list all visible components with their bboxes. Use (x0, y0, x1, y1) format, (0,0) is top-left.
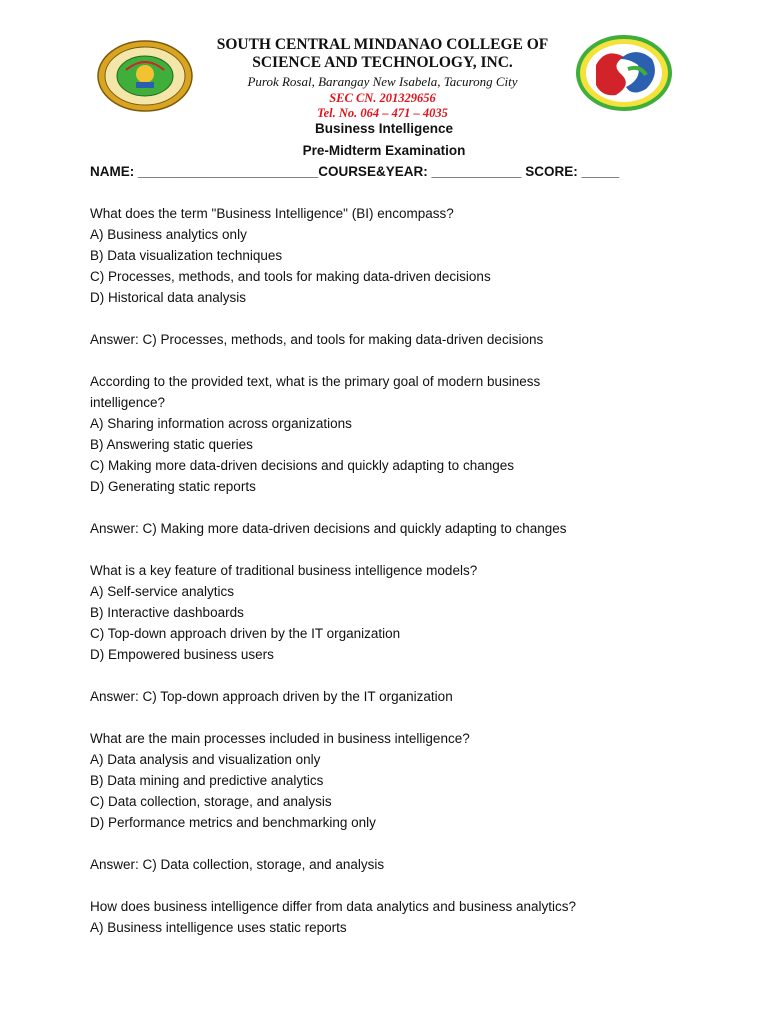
scmcst-logo (576, 35, 672, 111)
choice-b: B) Interactive dashboards (90, 605, 244, 620)
answer-text: Answer: C) Making more data-driven decisions and quickly adapting to changes (90, 521, 567, 536)
choice-d: D) Historical data analysis (90, 290, 247, 305)
choice-a: A) Self-service analytics (90, 584, 235, 599)
student-info-line: NAME: ________________________COURSE&YEAR: ____________ SCORE: _____ (90, 164, 620, 179)
choice-d: D) Empowered business users (90, 647, 274, 662)
choice-a: A) Data analysis and visualization only (90, 752, 321, 767)
choice-c: C) Top-down approach driven by the IT organization (90, 626, 401, 641)
choice-d: D) Generating static reports (90, 479, 256, 494)
sec-number: SEC CN. 201329656 (329, 91, 436, 105)
question-block-3 (90, 560, 710, 707)
choice-a: A) Business analytics only (90, 227, 247, 242)
question-block-2 (90, 371, 710, 539)
choice-a: A) Sharing information across organizations (90, 416, 352, 431)
choice-c: C) Data collection, storage, and analysis (90, 794, 332, 809)
school-name-line2: SCIENCE AND TECHNOLOGY, INC. (252, 54, 513, 71)
question-block-1 (90, 203, 710, 350)
choice-b: B) Data visualization techniques (90, 248, 283, 263)
school-name-line1: SOUTH CENTRAL MINDANAO COLLEGE OF (216, 36, 549, 53)
school-address: Purok Rosal, Barangay New Isabela, Tacurong City (247, 74, 518, 89)
choice-c: C) Processes, methods, and tools for making data-driven decisions (90, 269, 491, 284)
choice-c: C) Making more data-driven decisions and quickly adapting to changes (90, 458, 514, 473)
choice-d: D) Performance metrics and benchmarking only (90, 815, 376, 830)
question-text: What does the term "Business Intelligence" (BI) encompass? (90, 206, 454, 221)
question-text-line2: intelligence? (90, 395, 166, 410)
question-text: What are the main processes included in business intelligence? (90, 731, 470, 746)
choice-a: A) Business intelligence uses static reports (90, 920, 347, 935)
question-text: How does business intelligence differ from data analytics and business analytics? (90, 899, 577, 914)
exam-content (90, 203, 710, 938)
answer-text: Answer: C) Top-down approach driven by the IT organization (90, 689, 453, 704)
question-block-4 (90, 728, 710, 875)
answer-text: Answer: C) Processes, methods, and tools for making data-driven decisions (90, 332, 544, 347)
document-header (0, 0, 768, 190)
choice-b: B) Data mining and predictive analytics (90, 773, 324, 788)
school-name (180, 36, 585, 72)
exam-title: Pre-Midterm Examination (302, 143, 466, 158)
telephone-number: Tel. No. 064 – 471 – 4035 (317, 106, 448, 120)
answer-text: Answer: C) Data collection, storage, and analysis (90, 857, 385, 872)
question-text-line1: According to the provided text, what is the primary goal of modern business (90, 374, 541, 389)
subject-title: Business Intelligence (314, 121, 454, 136)
question-block-5 (90, 896, 710, 938)
question-text: What is a key feature of traditional business intelligence models? (90, 563, 478, 578)
choice-b: B) Answering static queries (90, 437, 253, 452)
